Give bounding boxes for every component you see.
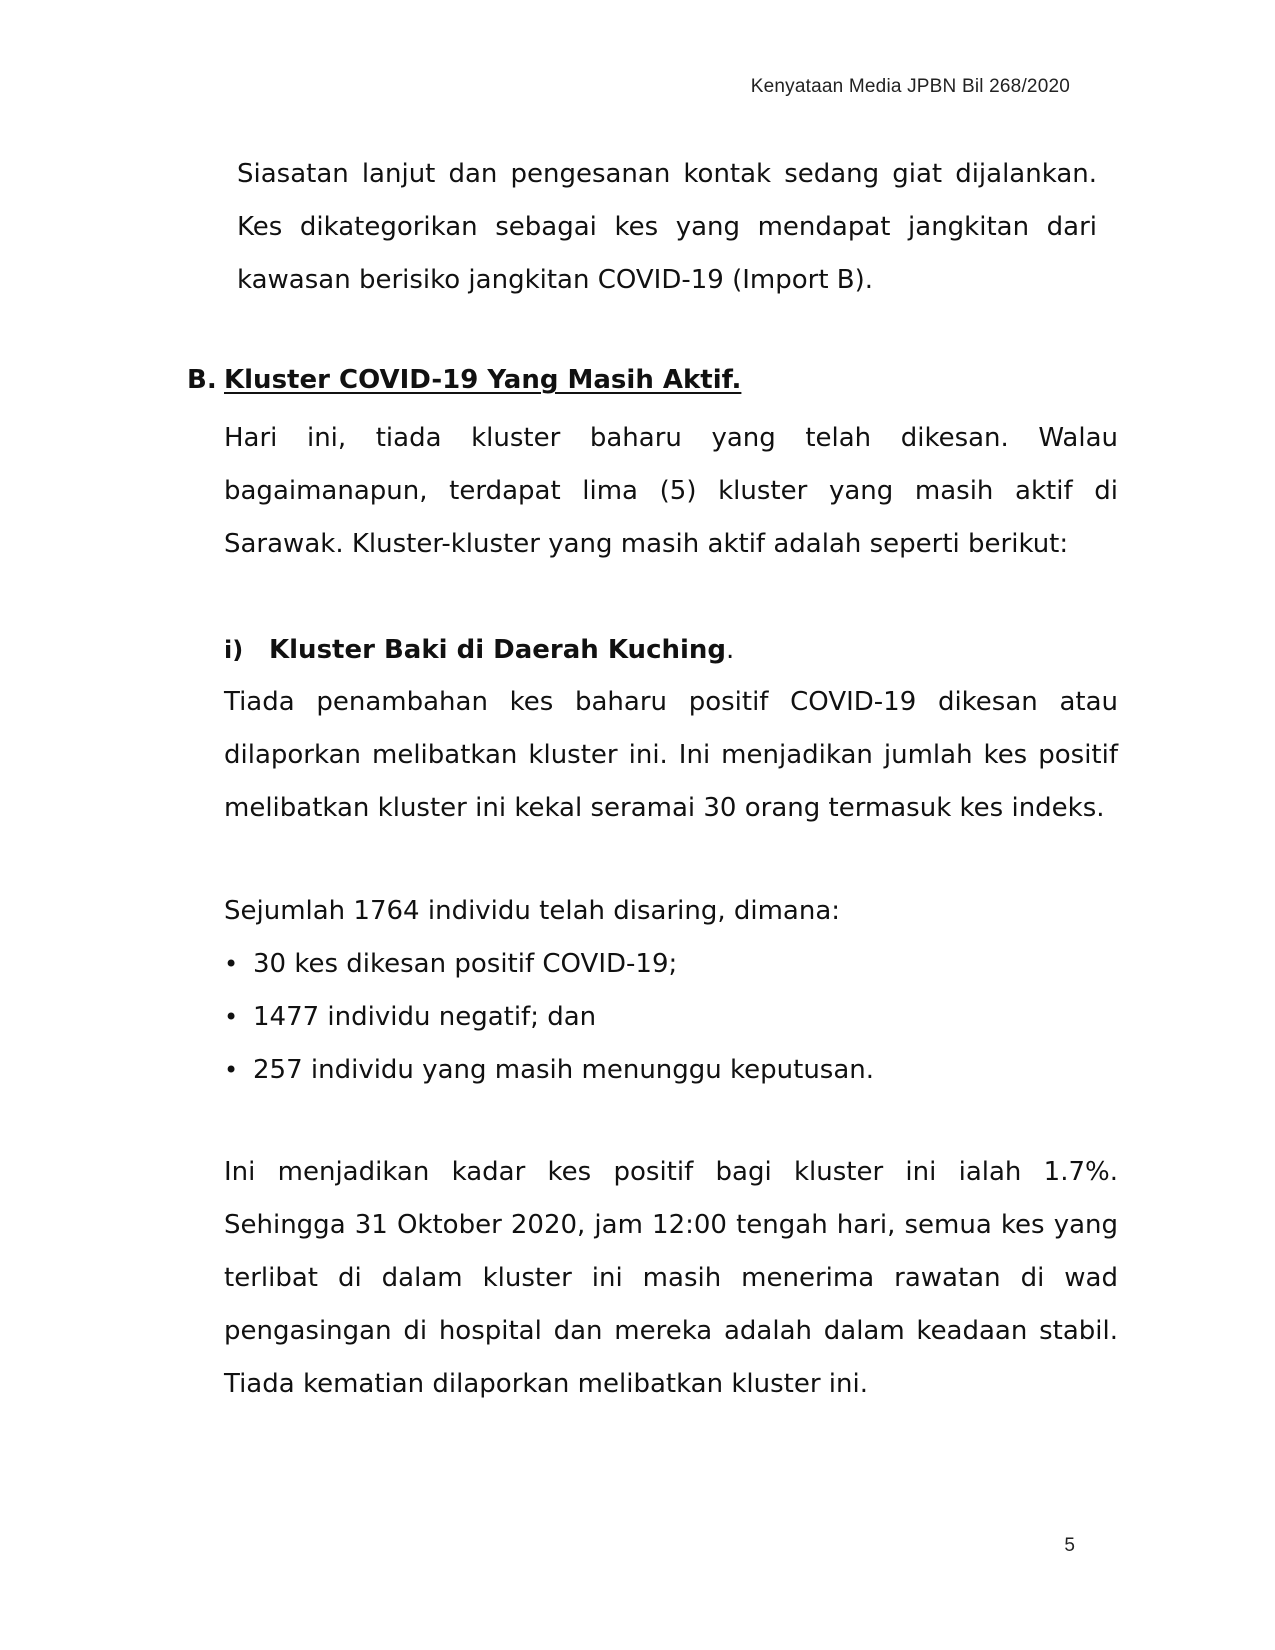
cluster-i-heading [224, 630, 734, 670]
bullet-icon: • [224, 1056, 239, 1084]
list-item [224, 991, 1118, 1044]
document-reference-header: Kenyataan Media JPBN Bil 268/2020 [750, 76, 1070, 97]
section-b-marker: B. [187, 365, 217, 395]
cluster-i-title-suffix: . [726, 635, 735, 665]
intro-paragraph: Siasatan lanjut dan pengesanan kontak sedang giat dijalankan. Kes dikategorikan sebagai kes yang mendapat jangkitan dari kawasan berisiko jangkitan COVID-19 (Import B). [237, 159, 1097, 295]
cluster-i-paragraph: Tiada penambahan kes baharu positif COVID-19 dikesan atau dilaporkan melibatkan kluster ini. Ini menjadikan jumlah kes positif melibatkan kluster ini kekal seramai 30 orang termasuk kes indeks. [224, 687, 1118, 823]
section-b-paragraph: Hari ini, tiada kluster baharu yang telah dikesan. Walau bagaimanapun, terdapat lima (5) kluster yang masih aktif di Sarawak. Kluster-kluster yang masih aktif adalah seperti berikut: [224, 423, 1118, 559]
bullet-icon: • [224, 1003, 239, 1031]
section-b-title: Kluster COVID-19 Yang Masih Aktif. [224, 365, 742, 395]
bullet-icon: • [224, 950, 239, 978]
list-item-text: 257 individu yang masih menunggu keputusan. [253, 1055, 875, 1085]
list-item [224, 1044, 1118, 1097]
list-item [224, 938, 1118, 991]
cluster-i-title: Kluster Baki di Daerah Kuching [269, 635, 727, 665]
list-item-text: 30 kes dikesan positif COVID-19; [253, 949, 678, 979]
cluster-i-summary-paragraph: Ini menjadikan kadar kes positif bagi kluster ini ialah 1.7%. Sehingga 31 Oktober 2020, jam 12:00 tengah hari, semua kes yang terlibat di dalam kluster ini masih menerima rawatan di wad pengasingan di hospital dan mereka adalah dalam keadaan stabil. Tiada kematian dilaporkan melibatkan kluster ini. [224, 1157, 1118, 1399]
screening-intro: Sejumlah 1764 individu telah disaring, dimana: [224, 896, 841, 926]
list-item-text: 1477 individu negatif; dan [253, 1002, 597, 1032]
section-b-heading [187, 360, 741, 400]
screening-results-list [224, 938, 1118, 1097]
page-number: 5 [1064, 1535, 1075, 1556]
cluster-i-marker: i) [224, 636, 244, 664]
